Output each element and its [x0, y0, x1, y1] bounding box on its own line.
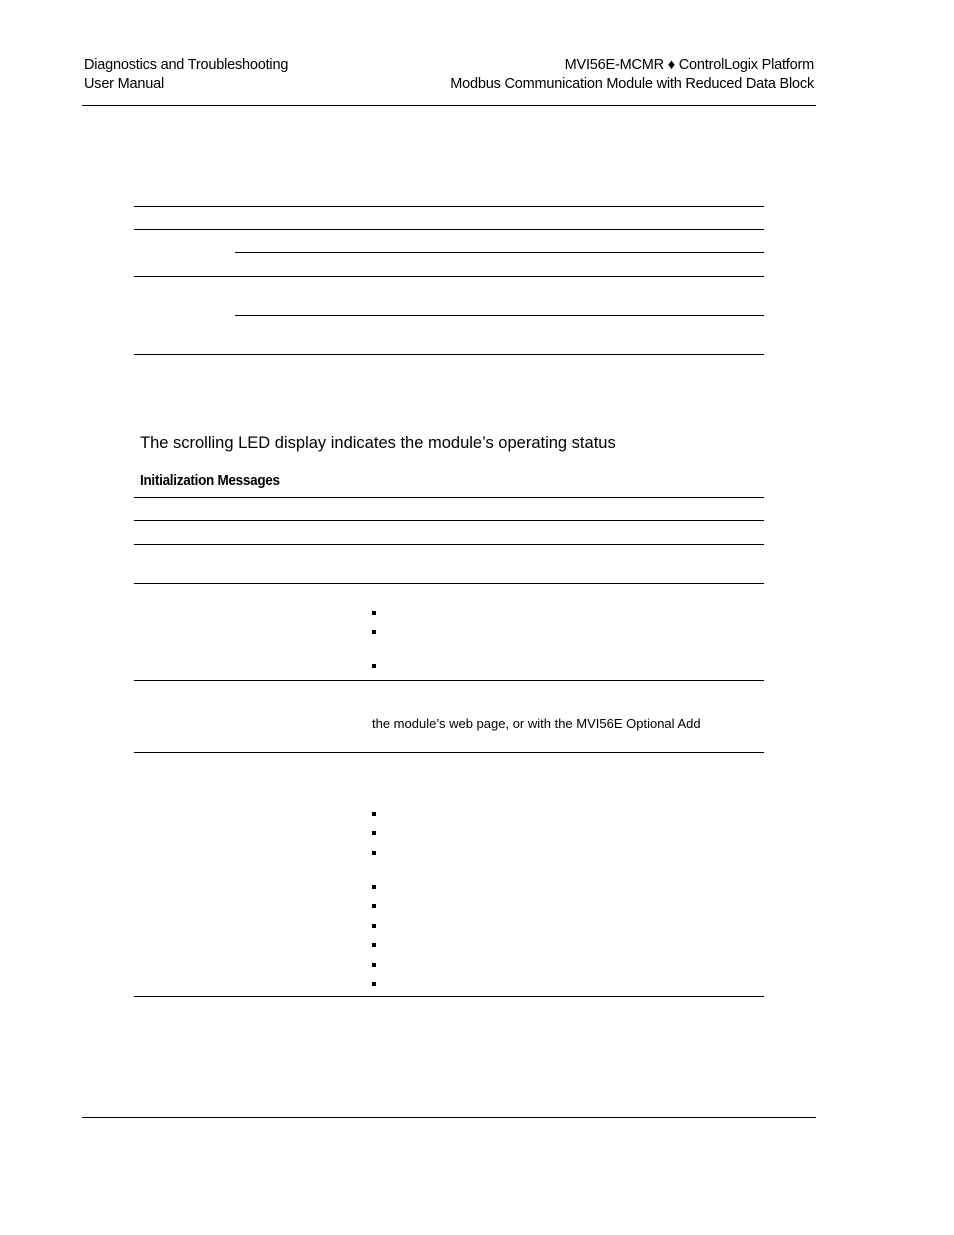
- header-product-name: MVI56E-MCMR ♦ ControlLogix Platform: [564, 57, 814, 73]
- bullet-marker: [372, 611, 376, 615]
- bullet-marker: [372, 982, 376, 986]
- table-rule: [134, 680, 764, 681]
- table-rule: [235, 252, 764, 253]
- bullet-marker: [372, 924, 376, 928]
- bullet-marker: [372, 664, 376, 668]
- table-rule: [134, 497, 764, 498]
- bullet-marker: [372, 943, 376, 947]
- bullet-marker: [372, 904, 376, 908]
- bullet-marker: [372, 831, 376, 835]
- table-rule: [134, 229, 764, 230]
- table-rule: [134, 520, 764, 521]
- table-rule: [134, 276, 764, 277]
- bullet-marker: [372, 885, 376, 889]
- table-rule: [134, 206, 764, 207]
- header-section-title: Diagnostics and Troubleshooting: [84, 57, 289, 73]
- header-rule: [82, 105, 816, 106]
- running-header-left: [84, 56, 288, 94]
- table-rule: [235, 315, 764, 316]
- table-cell-text: the module’s web page, or with the MVI56E Optional Add: [372, 716, 701, 731]
- bullet-marker: [372, 630, 376, 634]
- footer-rule: [82, 1117, 816, 1118]
- header-doc-type: User Manual: [84, 76, 164, 92]
- header-product-description: Modbus Communication Module with Reduced Data Block: [450, 76, 814, 92]
- bullet-marker: [372, 963, 376, 967]
- table-rule: [134, 354, 764, 355]
- section-heading: Initialization Messages: [140, 473, 280, 489]
- bullet-marker: [372, 812, 376, 816]
- intro-paragraph: The scrolling LED display indicates the module’s operating status: [140, 434, 616, 452]
- table-rule: [134, 544, 764, 545]
- bullet-marker: [372, 851, 376, 855]
- table-rule: [134, 752, 764, 753]
- table-rule: [134, 996, 764, 997]
- running-header-right: [450, 56, 814, 94]
- table-rule: [134, 583, 764, 584]
